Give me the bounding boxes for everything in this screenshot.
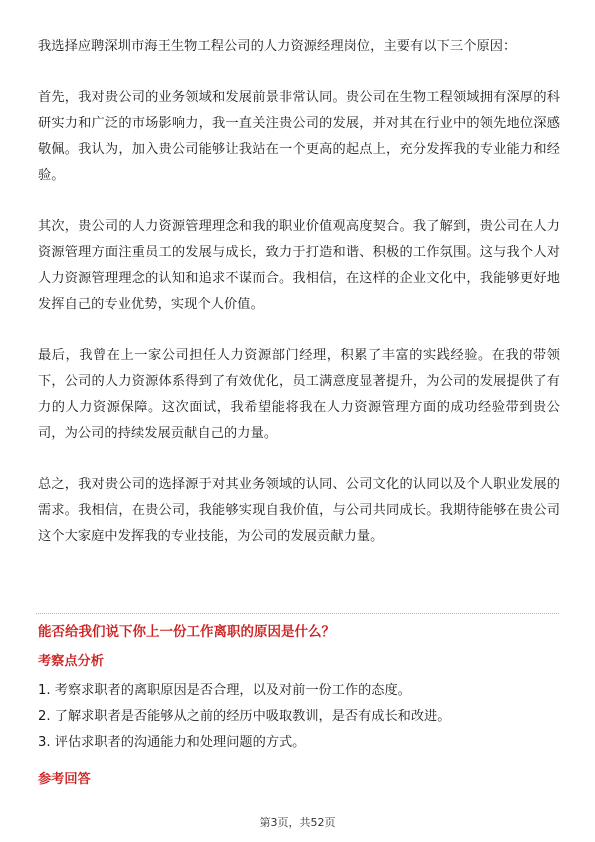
second-reason-paragraph: 其次，贵公司的人力资源管理理念和我的职业价值观高度契合。我了解到，贵公司在人力资源管理方面注重员工的发展与成长，致力于打造和谐、积极的工作氛围。这与我个人对人力资源管理理念的认知和追求不谋而合。我相信，在这样的企业文化中，我能够更好地发挥自己的专业优势，实现个人价值。 [38, 219, 560, 312]
analysis-list [38, 678, 450, 756]
list-item: 3. 评估求职者的沟通能力和处理问题的方式。 [38, 735, 306, 750]
question-title: 能否给我们说下你上一份工作离职的原因是什么？ [38, 624, 335, 640]
analysis-heading: 考察点分析 [38, 654, 104, 669]
answer-body [38, 34, 560, 550]
list-item: 1. 考察求职者的离职原因是否合理，以及对前一份工作的态度。 [38, 683, 411, 698]
page-number: 第3页，共52页 [259, 816, 336, 829]
conclusion-paragraph: 总之，我对贵公司的选择源于对其业务领域的认同、公司文化的认同以及个人职业发展的需求。我相信，在贵公司，我能够实现自我价值，与公司共同成长。我期待能够在贵公司这个大家庭中发挥我的专业技能，为公司的发展贡献力量。 [38, 477, 560, 544]
list-item: 2. 了解求职者是否能够从之前的经历中吸取教训，是否有成长和改进。 [38, 709, 451, 724]
third-reason-paragraph: 最后，我曾在上一家公司担任人力资源部门经理，积累了丰富的实践经验。在我的带领下，公司的人力资源体系得到了有效优化，员工满意度显著提升，为公司的发展提供了有力的人力资源保障。这次面试，我希望能将我在人力资源管理方面的成功经验带到贵公司，为公司的持续发展贡献自己的力量。 [38, 348, 560, 441]
intro-paragraph: 我选择应聘深圳市海王生物工程公司的人力资源经理岗位，主要有以下三个原因： [38, 39, 517, 54]
reference-heading: 参考回答 [38, 772, 91, 787]
first-reason-paragraph: 首先，我对贵公司的业务领域和发展前景非常认同。贵公司在生物工程领域拥有深厚的科研实力和广泛的市场影响力，我一直关注贵公司的发展，并对其在行业中的领先地位深感敬佩。我认为，加入贵公司能够让我站在一个更高的起点上，充分发挥我的专业能力和经验。 [38, 90, 560, 183]
section-divider [36, 613, 559, 614]
